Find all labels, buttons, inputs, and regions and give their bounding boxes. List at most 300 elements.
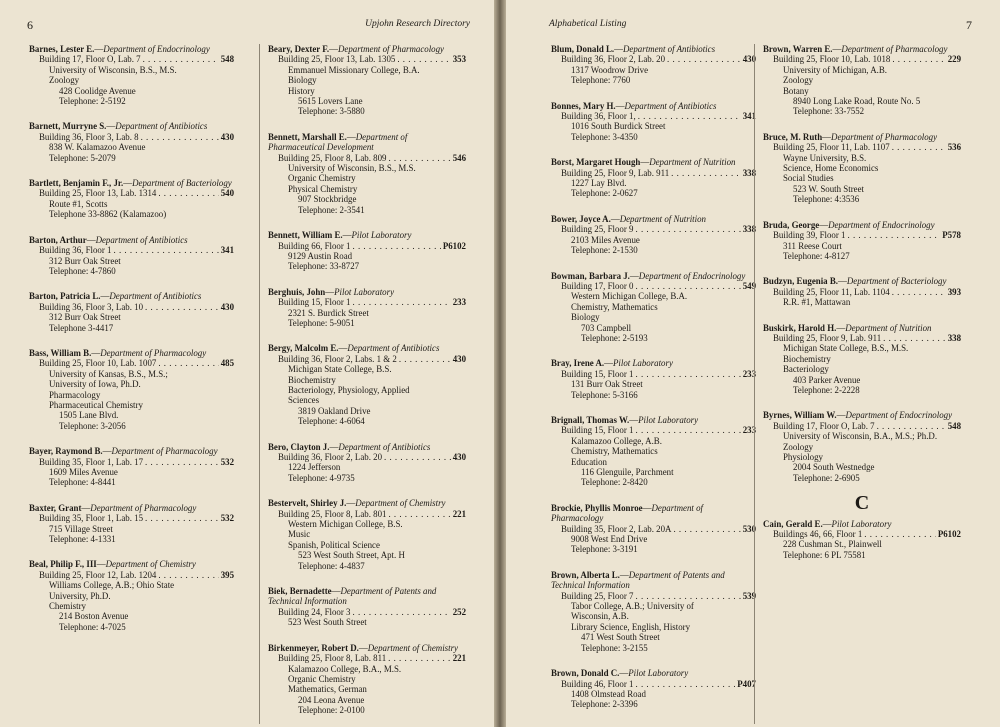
directory-entry [268,643,466,716]
person-name: Bennett, William E. [268,230,343,241]
detail-line: Telephone: 4-8127 [783,250,850,261]
directory-column [754,44,961,724]
entry-heading [268,44,466,54]
room-number: 353 [452,54,466,65]
room-number: 430 [742,54,756,65]
building-line [29,132,234,142]
room-number: 548 [947,420,961,431]
detail-line: Bacteriology [783,364,829,375]
entry-heading [551,44,756,54]
detail-line: Chemistry, Mathematics [571,301,658,312]
name-dept-separator: — [619,668,629,679]
leader-dots [388,153,450,163]
detail-line: 311 Reese Court [783,240,842,251]
building-line [551,111,756,121]
detail-line: Library Science, English, History [571,621,691,632]
address-line: Telephone: 3-5880 [298,106,365,117]
person-name: Bero, Clayton J. [268,441,330,452]
detail-line: 523 West South Street [288,617,367,628]
building-line [551,679,756,689]
name-dept-separator: — [346,498,356,509]
address-line: Telephone: 2-8420 [581,477,648,488]
directory-entry [551,44,756,86]
name-dept-separator: — [822,131,832,142]
department: Department of Antibiotics [115,121,208,132]
address-line: 403 Parker Avenue [793,374,861,385]
name-dept-separator: — [604,358,613,369]
department: Department of Endocrinology [103,44,210,54]
person-name: Beal, Philip F., III [29,559,97,570]
building-location: Building 25, Floor 9, Lab. 911 [561,167,670,178]
building-line [763,54,961,64]
room-number: 532 [220,456,234,467]
building-location: Building 25, Floor 8, Lab. 811 [278,653,387,664]
detail-line: 131 Burr Oak Street [571,379,643,390]
right-page [506,0,1000,727]
person-name: Baxter, Grant [29,502,82,513]
room-number: 233 [742,425,756,436]
leader-dots [143,54,219,64]
entry-heading [29,503,234,513]
person-name: Bartlett, Benjamin F., Jr. [29,178,124,189]
building-location: Building 15, Floor 1 [561,368,634,379]
detail-line: History [288,85,315,96]
detail-line: 228 Cushman St., Plainwell [783,539,882,550]
department: Department of Pharmacology [551,502,704,524]
entry-heading [268,643,466,653]
name-dept-separator: — [642,502,652,513]
person-name: Bruda, George [763,219,820,230]
building-line [268,452,466,462]
leader-dots [353,607,451,617]
directory-entry [29,121,234,163]
detail-line: Physical Chemistry [288,183,358,194]
room-number: 530 [742,523,756,534]
detail-line: 1227 Lay Blvd. [571,178,627,189]
department: Pilot Laboratory [612,358,673,369]
person-name: Barnes, Lester E. [29,44,95,54]
address-line: Telephone: 3-2056 [59,420,126,431]
detail-line: Telephone: 3-3191 [571,544,638,555]
leader-dots [114,245,219,255]
department: Department of Pharmacology [100,347,207,358]
building-location: Building 25, Floor 10, Lab. 1018 [773,54,891,65]
entry-heading [551,101,756,111]
name-dept-separator: — [614,44,624,54]
building-location: Building 24, Floor 3 [278,606,351,617]
address-line: 471 West South Street [581,632,660,643]
building-location: Buildings 46, 66, Floor 1 [773,529,863,540]
entry-heading [551,503,756,524]
building-line [29,188,234,198]
building-line [763,333,961,343]
person-name: Bower, Joyce A. [551,213,611,224]
entry-heading [268,132,466,153]
room-number: 430 [452,452,466,462]
detail-line: Telephone: 5-9051 [288,317,355,328]
detail-line: Chemistry, Mathematics [571,446,658,457]
building-line [551,591,756,601]
person-name: Blum, Donald L. [551,44,615,54]
person-name: Bayer, Raymond B. [29,446,103,457]
name-dept-separator: — [86,234,96,245]
name-dept-separator: — [91,347,101,358]
leader-dots [892,142,946,152]
name-dept-separator: — [822,518,832,529]
entry-heading [29,348,234,358]
address-line: Telephone: 2-3541 [298,204,365,215]
department: Department of Pharmacology [111,446,218,457]
address-line: Telephone: 2-5193 [581,332,648,343]
person-name: Birkenmeyer, Robert D. [268,642,359,653]
person-name: Byrnes, William W. [763,410,837,421]
entry-heading [268,498,466,508]
department: Pilot Laboratory [831,518,892,529]
building-line [268,54,466,64]
entry-heading [268,442,466,452]
department: Department of Patents and Technical Information [551,569,725,591]
department: Department of Pharmaceutical Development [268,131,408,153]
detail-line: Telephone: 7760 [571,75,631,86]
detail-line: 1317 Woodrow Drive [571,64,649,75]
building-line [29,513,234,523]
detail-line: 9008 West End Drive [571,534,648,545]
directory-entry [763,276,961,307]
detail-line: University of Wisconsin, B.A., M.S.; Ph.D. [783,431,938,442]
room-number: 252 [452,606,466,617]
person-name: Buskirk, Harold H. [763,322,837,333]
entry-heading [268,287,466,297]
building-line [763,529,961,539]
directory-entry [29,348,234,431]
detail-line: Physiology [783,452,823,462]
detail-line: Kalamazoo College, B.A., M.S. [288,663,402,674]
entry-heading [268,586,466,607]
directory-entry [763,132,961,205]
room-number: 532 [220,513,234,524]
room-number: P6102 [937,529,961,540]
address-line: Telephone: 4-4837 [298,560,365,571]
left-page [0,0,494,727]
room-number: 221 [452,508,466,519]
address-line: 5615 Lovers Lane [298,96,363,107]
directory-entry [29,291,234,333]
directory-entry [268,343,466,426]
department: Department of Bacteriology [132,178,232,189]
detail-line: Wisconsin, A.B. [571,611,629,622]
department: Pilot Laboratory [351,230,412,241]
building-location: Building 25, Floor 11, Lab. 1107 [773,142,890,153]
department: Department of Nutrition [845,322,932,333]
entry-heading [29,235,234,245]
detail-line: 2321 S. Burdick Street [288,307,369,318]
leader-dots [883,333,946,343]
address-line: Telephone: 33-7552 [793,106,865,117]
directory-entry [551,570,756,653]
detail-line: Zoology [783,441,814,452]
directory-entry [551,358,756,400]
room-number: 540 [220,188,234,199]
room-number: 430 [452,353,466,364]
directory-entry [763,44,961,117]
address-line: Telephone: 2-2228 [793,384,860,395]
address-line: Telephone: 4-6064 [298,416,365,427]
address-line: 703 Campbell [581,322,632,333]
name-dept-separator: — [346,131,356,142]
detail-line: Pharmaceutical Chemistry [49,399,143,410]
building-location: Building 36, Floor 1 [39,245,112,256]
leader-dots [892,54,945,64]
detail-line: 1609 Miles Avenue [49,467,118,477]
room-number: 393 [947,286,961,297]
detail-line: University of Iowa, Ph.D. [49,379,141,390]
name-dept-separator: — [358,642,368,653]
leader-dots [864,529,936,539]
department: Department of Pharmacology [841,44,948,54]
detail-line: Bacteriology, Physiology, Applied [288,384,410,395]
page-number: 6 [27,18,33,32]
building-line [29,302,234,312]
detail-line: Emmanuel Missionary College, B.A. [288,64,420,75]
person-name: Brown, Donald C. [551,668,620,679]
name-dept-separator: — [325,286,335,297]
person-name: Bonnes, Mary H. [551,100,616,111]
directory-column [259,44,466,724]
directory-entry [551,214,756,256]
building-line [551,524,756,534]
room-number: 338 [742,224,756,235]
detail-line: 312 Burr Oak Street [49,312,121,323]
directory-entry [551,415,756,488]
name-dept-separator: — [836,322,846,333]
detail-line: Mathematics, German [288,684,367,695]
department: Department of Pharmacology [90,502,197,513]
entry-heading [29,178,234,188]
leader-dots [388,509,450,519]
directory-entry [551,503,756,555]
department: Department of Chemistry [355,498,446,509]
detail-line: Telephone: 3-4350 [571,131,638,142]
building-line [268,607,466,617]
detail-line: Western Michigan College, B.S. [288,519,403,530]
person-name: Bestervelt, Shirley J. [268,498,347,509]
name-dept-separator: — [832,44,842,54]
department: Department of Endocrinology [638,270,746,281]
directory-entry [551,271,756,344]
leader-dots [158,570,218,580]
building-line [551,168,756,178]
detail-line: Williams College, A.B.; Ohio State [49,580,175,591]
name-dept-separator: — [329,441,339,452]
detail-line: Telephone: 2-3396 [571,699,638,710]
entry-heading [268,343,466,353]
detail-line: 1016 South Burdick Street [571,121,666,132]
detail-line: 1408 Olmstead Road [571,688,646,699]
building-line [268,509,466,519]
address-line: 8940 Long Lake Road, Route No. 5 [793,96,921,107]
directory-entry [763,323,961,396]
entry-heading [763,132,961,142]
room-number: 485 [220,358,234,369]
name-dept-separator: — [619,569,629,580]
leader-dots [353,297,451,307]
entry-heading [763,220,961,230]
detail-line: Music [288,529,311,540]
building-location: Building 36, Floor 1, [561,111,636,122]
leader-dots [397,54,450,64]
detail-line: Michigan State College, B.S., M.S. [783,343,909,354]
leader-dots [636,281,741,291]
entry-heading [551,157,756,167]
person-name: Brown, Alberta L. [551,569,620,580]
leader-dots [636,591,741,601]
room-number: 341 [742,111,756,122]
directory-entry [29,446,234,488]
name-dept-separator: — [342,230,352,241]
room-number: 229 [947,54,961,65]
detail-line: 9129 Austin Road [288,250,353,261]
address-line: 116 Glenguile, Parchment [581,467,674,477]
detail-line: Route #1, Scotts [49,198,108,209]
building-line [268,297,466,307]
leader-dots [638,111,741,121]
building-location: Building 25, Floor 8, Lab. 801 [278,508,387,519]
address-line: Telephone: 2-6905 [793,472,860,483]
leader-dots [145,513,219,523]
department: Department of Endocrinology [845,410,953,421]
detail-line: Biochemistry [783,353,831,364]
department: Department of Antibiotics [109,291,202,302]
entry-heading [29,44,234,54]
detail-line: Telephone: 33-8727 [288,261,360,272]
directory-entry [29,178,234,220]
building-location: Building 17, Floor O, Lab. 7 [773,420,875,431]
leader-dots [636,425,741,435]
room-number: 233 [452,297,466,308]
leader-dots [636,369,741,379]
detail-line: Zoology [49,75,80,86]
building-line [268,153,466,163]
building-location: Building 35, Floor 1, Lab. 17 [39,456,144,467]
leader-dots [141,132,219,142]
person-name: Berghuis, John [268,286,326,297]
building-line [763,142,961,152]
directory-entry [268,44,466,117]
detail-line: 1224 Jefferson [288,462,341,473]
department: Department of Antibiotics [95,234,188,245]
building-location: Building 36, Floor 2, Lab. 20 [278,452,383,462]
person-name: Biek, Bernadette [268,586,332,597]
building-line [268,241,466,251]
building-location: Building 25, Floor 9 [561,224,634,235]
entry-heading [29,121,234,131]
building-location: Building 66, Floor 1 [278,240,351,251]
name-dept-separator: — [331,586,341,597]
detail-line: Telephone: 5-2079 [49,152,116,163]
person-name: Barton, Patricia L. [29,291,101,302]
person-name: Beary, Dexter F. [268,44,330,54]
detail-line: Organic Chemistry [288,673,356,684]
leader-dots [848,230,941,240]
directory-entry [29,44,234,106]
entry-heading [763,323,961,333]
room-number: 395 [220,569,234,580]
detail-line: Biology [288,75,317,86]
department: Department of Nutrition [649,157,736,168]
entry-heading [551,570,756,591]
directory-entry [268,498,466,571]
building-location: Building 15, Floor 1 [561,425,634,436]
address-line: 907 Stockbridge [298,194,357,205]
name-dept-separator: — [640,157,650,168]
person-name: Brockie, Phyllis Monroe [551,502,643,513]
address-line: 1505 Lane Blvd. [59,410,119,421]
person-name: Bruce, M. Ruth [763,131,823,142]
detail-line: 312 Burr Oak Street [49,255,121,266]
detail-line: Wayne University, B.S. [783,152,867,163]
building-location: Building 46, Floor 1 [561,678,634,689]
name-dept-separator: — [81,502,91,513]
detail-line: Telephone: 4-7860 [49,265,116,276]
detail-line: Western Michigan College, B.A. [571,291,688,302]
department: Pilot Laboratory [638,414,699,425]
entry-heading [29,559,234,569]
building-location: Building 25, Floor 13, Lab. 1314 [39,188,157,199]
address-line: 204 Leona Avenue [298,694,365,705]
detail-line: Social Studies [783,173,834,184]
building-line [29,570,234,580]
leader-dots [353,241,441,251]
detail-line: Telephone: 2-0627 [571,188,638,199]
person-name: Brignall, Thomas W. [551,414,630,425]
department: Department of Pharmacology [831,131,938,142]
room-number: 338 [947,332,961,343]
name-dept-separator: — [629,414,639,425]
address-line: Telephone: 2-5192 [59,96,126,107]
detail-line: Kalamazoo College, A.B. [571,435,662,446]
entry-heading [551,668,756,678]
entry-heading [551,358,756,368]
entry-heading [763,519,961,529]
person-name: Borst, Margaret Hough [551,157,641,168]
name-dept-separator: — [629,270,639,281]
directory-entry [29,235,234,277]
name-dept-separator: — [836,410,846,421]
name-dept-separator: — [106,121,116,132]
room-number: 430 [220,301,234,312]
room-number: 430 [220,131,234,142]
person-name: Barton, Arthur [29,234,87,245]
building-location: Building 25, Floor 8, Lab. 809 [278,152,387,163]
department: Department of Antibiotics [347,343,440,354]
department: Department of Bacteriology [846,276,947,287]
detail-line: Sciences [288,395,320,406]
directory-entry [268,586,466,628]
detail-line: Telephone: 2-1530 [571,245,638,256]
entry-heading [763,410,961,420]
department: Department of Chemistry [105,559,196,570]
detail-line: Telephone: 4-8441 [49,477,116,488]
leader-dots [673,524,740,534]
building-line [268,354,466,364]
directory-entry [268,287,466,329]
building-line [29,54,234,64]
detail-line: Telephone: 4-1331 [49,534,116,545]
building-line [29,358,234,368]
name-dept-separator: — [94,44,104,54]
detail-line: Telephone: 6 PL 75581 [783,549,866,560]
building-location: Building 36, Floor 2, Lab. 20 [561,54,666,65]
